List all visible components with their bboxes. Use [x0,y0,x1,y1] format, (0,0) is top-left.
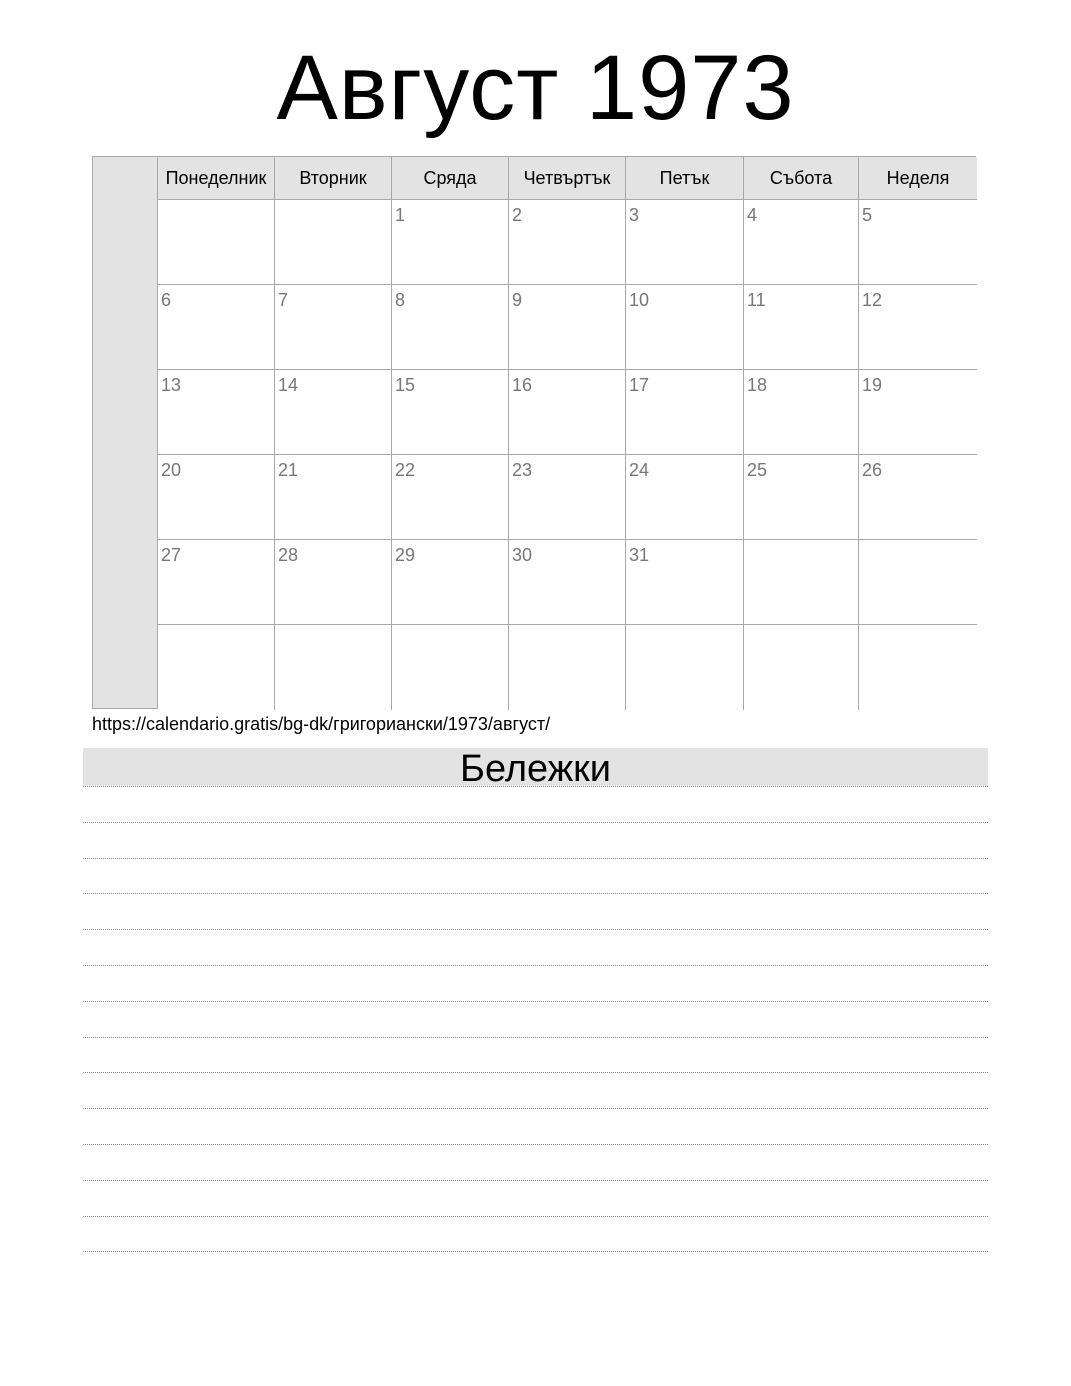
day-number: 19 [862,375,883,395]
day-cell [859,540,977,625]
day-number: 24 [629,460,650,480]
day-cell [744,625,859,710]
week-number-column [93,157,158,708]
day-number: 9 [512,290,523,310]
day-number: 30 [512,545,533,565]
day-number: 11 [747,290,766,310]
day-number: 31 [629,545,650,565]
day-cell [744,455,859,540]
day-number: 7 [278,290,289,310]
day-cell [392,200,509,285]
day-number: 16 [512,375,533,395]
day-number: 10 [629,290,650,310]
weekday-header: Четвъртък [509,157,626,200]
day-cell [392,625,509,710]
day-cell [744,540,859,625]
notes-line [83,1037,988,1038]
day-cell [626,370,744,455]
day-cell [392,540,509,625]
day-cell [744,285,859,370]
notes-line [83,1180,988,1181]
day-cell [509,200,626,285]
day-cell [158,200,275,285]
day-cell [275,540,392,625]
day-cell [275,370,392,455]
notes-line [83,1108,988,1109]
day-cell [275,625,392,710]
day-cell [275,285,392,370]
weekday-header: Сряда [392,157,509,200]
day-cell [859,285,977,370]
day-cell [509,285,626,370]
notes-line [83,822,988,823]
day-cell [509,625,626,710]
day-number: 26 [862,460,883,480]
notes-line [83,1072,988,1073]
day-number: 23 [512,460,533,480]
notes-line [83,1216,988,1217]
day-cell [626,455,744,540]
day-number: 3 [629,205,640,225]
page-title: Август 1973 [276,37,795,139]
day-cell [626,285,744,370]
notes-line [83,893,988,894]
day-number: 15 [395,375,416,395]
weekday-header: Неделя [859,157,977,200]
notes-line [83,929,988,930]
day-number: 4 [747,205,758,225]
day-cell [744,200,859,285]
day-number: 8 [395,290,406,310]
day-cell [509,540,626,625]
weekday-header: Понеделник [158,157,275,200]
calendar-grid [92,156,976,709]
day-number: 2 [512,205,523,225]
day-cell [626,200,744,285]
day-number: 13 [161,375,182,395]
day-number: 5 [862,205,873,225]
notes-line [83,858,988,859]
day-cell [509,370,626,455]
day-number: 29 [395,545,416,565]
notes-line [83,1001,988,1002]
day-number: 27 [161,545,182,565]
notes-line [83,1251,988,1252]
day-cell [859,200,977,285]
day-cell [392,370,509,455]
day-cell [275,455,392,540]
day-cell [158,540,275,625]
day-number: 20 [161,460,182,480]
day-cell [392,455,509,540]
day-cell [158,370,275,455]
day-number: 6 [161,290,172,310]
weekday-header: Петък [626,157,744,200]
source-url: https://calendario.gratis/bg-dk/григориански/1973/август/ [92,714,551,734]
day-cell [859,455,977,540]
day-number: 18 [747,375,768,395]
notes-title: Бележки [83,748,988,786]
weekday-header: Събота [744,157,859,200]
day-number: 1 [395,205,406,225]
day-cell [626,540,744,625]
day-cell [275,200,392,285]
day-cell [509,455,626,540]
day-number: 25 [747,460,768,480]
day-number: 21 [278,460,299,480]
notes-line [83,1144,988,1145]
day-number: 22 [395,460,416,480]
day-cell [626,625,744,710]
day-number: 28 [278,545,299,565]
weekday-header: Вторник [275,157,392,200]
notes-line [83,786,988,787]
day-cell [744,370,859,455]
day-cell [158,455,275,540]
day-cell [859,625,977,710]
day-number: 14 [278,375,299,395]
day-cell [859,370,977,455]
day-number: 12 [862,290,883,310]
notes-line [83,965,988,966]
day-number: 17 [629,375,650,395]
day-cell [158,625,275,710]
day-cell [158,285,275,370]
day-cell [392,285,509,370]
